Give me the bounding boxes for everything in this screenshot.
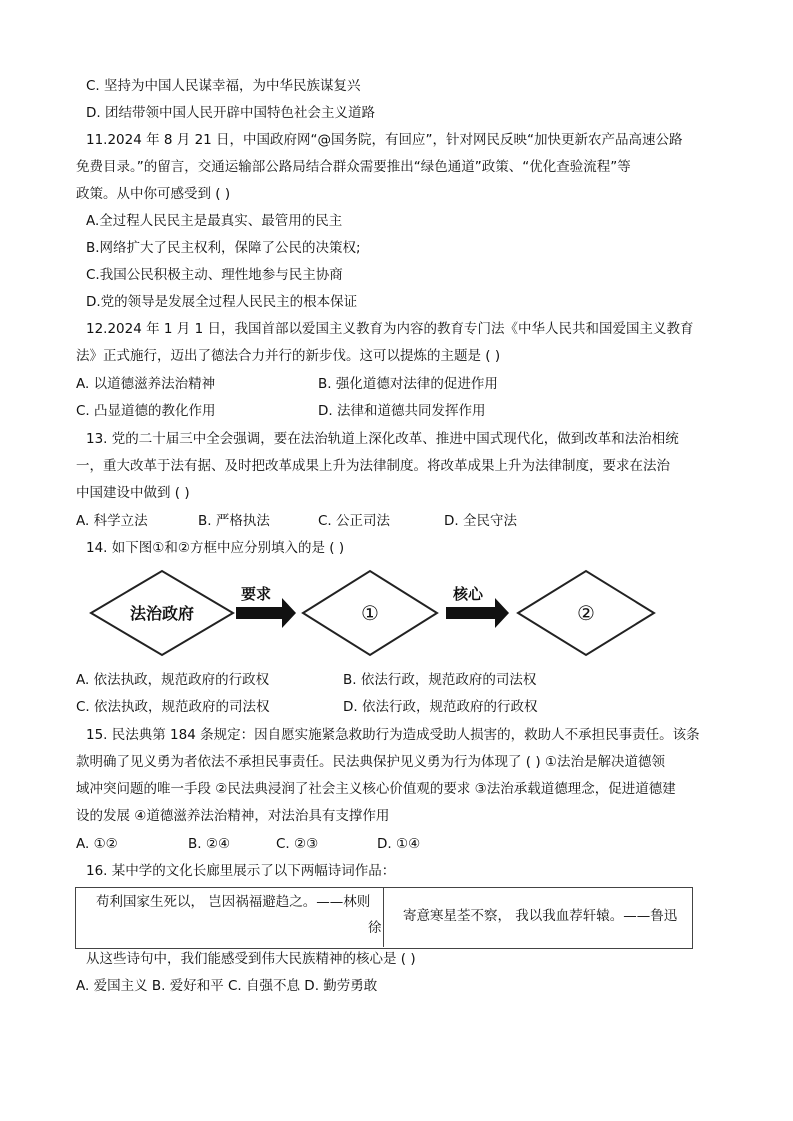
q16-stem: 16. 某中学的文化长廊里展示了以下两幅诗词作品： — [86, 863, 396, 879]
q14-flow-diagram — [0, 565, 793, 665]
q12-option-a: A. 以道德滋养法治精神 — [76, 376, 216, 392]
q12-stem-line1: 12.2024 年 1 月 1 日，我国首部以爱国主义教育为内容的教育专门法《中华人民共和国爱国主义教育 — [86, 321, 694, 337]
poem-2: 寄意寒星荃不察， 我以我血荐轩辕。——鲁迅 — [403, 908, 678, 924]
q15-stem-line1: 15. 民法典第 184 条规定：因自愿实施紧急救助行为造成受助人损害的，救助人不承担民事责任。该条 — [86, 727, 700, 743]
q15-stem-line4: 设的发展 ④道德滋养法治精神，对法治具有支撑作用 — [76, 808, 390, 824]
arrow-2-label: 核心 — [452, 585, 484, 603]
q14-option-c: C. 依法执政，规范政府的司法权 — [76, 699, 270, 715]
q11-option-a: A.全过程人民民主是最真实、最管用的民主 — [86, 213, 343, 229]
q13-option-a: A. 科学立法 — [76, 513, 148, 529]
q11-option-c: C.我国公民积极主动、理性地参与民主协商 — [86, 267, 343, 283]
q11-option-d: D.党的领导是发展全过程人民民主的根本保证 — [86, 294, 358, 310]
arrow-1-label: 要求 — [240, 585, 272, 603]
q11-stem-line2: 免费目录。”的留言，交通运输部公路局结合群众需要推出“绿色通道”政策、“优化查验流程”等 — [76, 159, 631, 175]
q15-stem-line3: 域冲突问题的唯一手段 ②民法典浸润了社会主义核心价值观的要求 ③法治承载道德理念，促进道德建 — [76, 781, 676, 797]
q14-stem: 14. 如下图①和②方框中应分别填入的是 ( ) — [86, 540, 345, 556]
poem-1-line2: 徐 — [368, 920, 382, 936]
q14-option-b: B. 依法行政，规范政府的司法权 — [343, 672, 537, 688]
poem-table-divider — [383, 887, 384, 947]
q13-stem-line2: 一，重大改革于法有据、及时把改革成果上升为法律制度。将改革成果上升为法律制度，要求在法治 — [76, 458, 670, 474]
q10-option-c: C. 坚持为中国人民谋幸福，为中华民族谋复兴 — [86, 78, 361, 94]
q12-option-c: C. 凸显道德的教化作用 — [76, 403, 216, 419]
q11-option-b: B.网络扩大了民主权利，保障了公民的决策权; — [86, 240, 361, 256]
diamond-node-3-label: ② — [577, 601, 595, 625]
q11-stem-line3: 政策。从中你可感受到 ( ) — [76, 186, 231, 202]
q16-question: 从这些诗句中，我们能感受到伟大民族精神的核心是 ( ) — [86, 951, 416, 967]
q11-stem-line1: 11.2024 年 8 月 21 日，中国政府网“@国务院，有回应”，针对网民反映“加快更新农产品高速公路 — [86, 132, 683, 148]
q13-stem-line3: 中国建设中做到 ( ) — [76, 485, 190, 501]
q14-option-a: A. 依法执政，规范政府的行政权 — [76, 672, 270, 688]
q15-option-a: A. ①② — [76, 836, 118, 852]
q12-option-d: D. 法律和道德共同发挥作用 — [318, 403, 486, 419]
q13-stem-line1: 13. 党的二十届三中全会强调，要在法治轨道上深化改革、推进中国式现代化，做到改革和法治相统 — [86, 431, 679, 447]
q13-option-b: B. 严格执法 — [198, 513, 270, 529]
q15-option-d: D. ①④ — [377, 836, 421, 852]
q14-option-d: D. 依法行政，规范政府的行政权 — [343, 699, 538, 715]
q12-stem-line2: 法》正式施行，迈出了德法合力并行的新步伐。这可以提炼的主题是 ( ) — [76, 348, 501, 364]
q13-option-d: D. 全民守法 — [444, 513, 517, 529]
q15-stem-line2: 款明确了见义勇为者依法不承担民事责任。民法典保护见义勇为行为体现了 ( ) ①法治是解决道德领 — [76, 754, 666, 770]
q13-option-c: C. 公正司法 — [318, 513, 391, 529]
q16-options: A. 爱国主义 B. 爱好和平 C. 自强不息 D. 勤劳勇敢 — [76, 978, 378, 994]
diamond-node-2-label: ① — [361, 601, 379, 625]
q15-option-c: C. ②③ — [276, 836, 319, 852]
q10-option-d: D. 团结带领中国人民开辟中国特色社会主义道路 — [86, 105, 375, 121]
poem-1-line1: 苟利国家生死以， 岂因祸福避趋之。——林则 — [96, 894, 371, 910]
diamond-node-1-label: 法治政府 — [129, 604, 195, 623]
q12-option-b: B. 强化道德对法律的促进作用 — [318, 376, 498, 392]
q15-option-b: B. ②④ — [188, 836, 231, 852]
